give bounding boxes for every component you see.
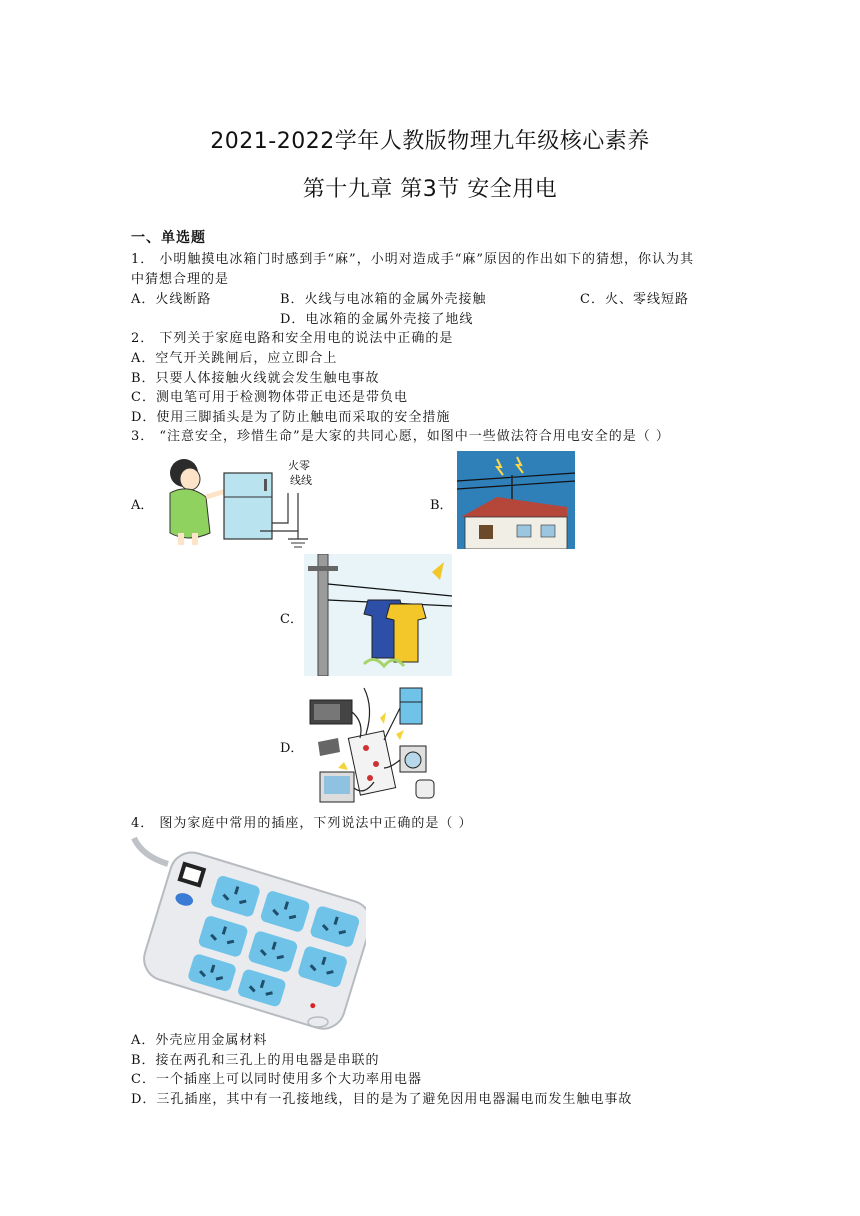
q1-stem-line2: 中猜想合理的是 — [131, 272, 230, 287]
q1-option-c: C．火、零线短路 — [580, 292, 689, 307]
q4-option-b: B．接在两孔和三孔上的用电器是串联的 — [131, 1053, 380, 1068]
doc-title: 2021-2022学年人教版物理九年级核心素养 — [210, 129, 650, 154]
q3-label-d: D． — [280, 741, 304, 756]
doc-subtitle: 第十九章 第3节 安全用电 — [302, 177, 558, 202]
q4-figure-power-strip — [128, 834, 366, 1030]
q1-option-d: D．电冰箱的金属外壳接了地线 — [280, 312, 474, 327]
section-heading: 一、单选题 — [131, 230, 206, 246]
q2-option-d: D．使用三脚插头是为了防止触电而采取的安全措施 — [131, 410, 451, 425]
q4-option-a: A．外壳应用金属材料 — [131, 1033, 268, 1048]
q3-fig-a-text1: 火零 — [288, 459, 310, 472]
q3-label-b: B． — [430, 498, 453, 513]
q3-figure-a — [160, 453, 328, 549]
q3-stem: 3． “注意安全，珍惜生命”是大家的共同心愿，如图中一些做法符合用电安全的是（ ） — [131, 429, 670, 444]
q4-stem: 4． 图为家庭中常用的插座，下列说法中正确的是（ ） — [131, 816, 473, 831]
q3-fig-a-text2: 线线 — [290, 474, 312, 487]
q3-label-c: C． — [280, 612, 303, 627]
q2-stem: 2． 下列关于家庭电路和安全用电的说法中正确的是 — [131, 331, 454, 346]
q1-stem-line1: 1． 小明触摸电冰箱门时感到手“麻”，小明对造成手“麻”原因的作出如下的猜想，你认为其 — [131, 252, 694, 267]
q1-option-b: B．火线与电冰箱的金属外壳接触 — [280, 292, 487, 307]
q4-option-d: D．三孔插座，其中有一孔接地线，目的是为了避免因用电器漏电而发生触电事故 — [131, 1092, 633, 1107]
q2-option-c: C．测电笔可用于检测物体带正电还是带负电 — [131, 390, 408, 405]
q3-figure-d — [304, 678, 450, 810]
q2-option-b: B．只要人体接触火线就会发生触电事故 — [131, 371, 380, 386]
q3-figure-c — [304, 554, 452, 676]
q3-figure-b — [457, 451, 575, 549]
q1-option-a: A．火线断路 — [131, 292, 212, 307]
q4-option-c: C．一个插座上可以同时使用多个大功率用电器 — [131, 1072, 422, 1087]
q3-label-a: A． — [131, 498, 154, 513]
q2-option-a: A．空气开关跳闸后，应立即合上 — [131, 351, 338, 366]
